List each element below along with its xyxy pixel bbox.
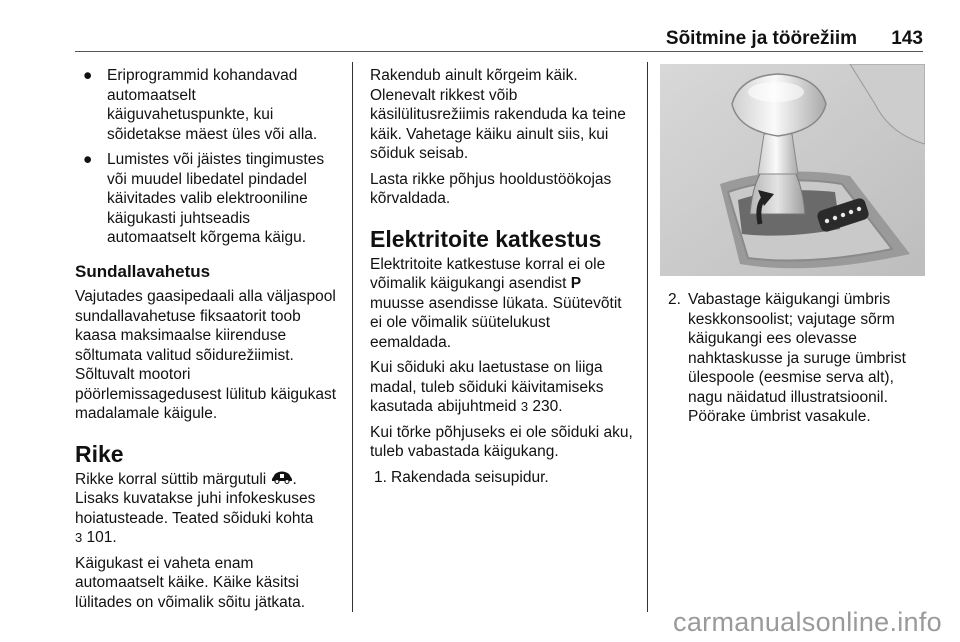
gear-lever-illustration [660,64,925,276]
power-failure-heading: Elektritoite katkestus [370,225,602,252]
fault-text-part: Rikke korral süttib märgutuli [75,470,267,488]
step-text: Rakendada seisupidur. [391,468,549,486]
column-left [75,66,337,618]
section-title: Sõitmine ja töörežiim [665,28,857,49]
column-right [668,290,930,427]
page-reference[interactable]: 101. [86,529,117,547]
fault-text [75,470,337,548]
reference-arrow-icon: 3 [75,530,83,546]
page-header [75,24,923,52]
bullet-text: Lumistes või jäistes tingimustes või muudel libedatel pindadel käivitades valib elektrooniline käigukasti juhtseadis automaatselt kõrgema käigu. [107,151,325,246]
column-divider-right [647,62,648,612]
page-number: 143 [891,28,923,49]
fault-text-2: Käigukast ei vaheta enam automaatselt käike. Käike käsitsi lülitades on võimalik sõitu jätkata. [75,554,306,611]
fault-heading: Rike [75,440,124,467]
service-text: Lasta rikke põhjus hooldustöökojas kõrvaldada. [370,170,612,207]
kickdown-heading: Sundallavahetus [75,261,211,281]
column-middle [370,66,635,487]
bullet-text: Eriprogrammid kohandavad automaatselt käiguvahetuspunkte, kui sõidetakse mäest üles või alla. [107,67,318,143]
column-divider-left [352,62,353,612]
car-warning-icon [271,470,293,490]
gear-position-p: P [570,275,582,292]
kickdown-text: Vajutades gaasipedaali alla väljaspool sundallavahetuse fiksaatorit toob kaasa maksimaalse kiirenduse sõltumata valitud sõidurežiimist. Sõltuvalt mootori pöörlemissagedusest lülitub käigukast madalamale käigule. [75,288,337,422]
bullet-item [75,66,337,144]
reference-arrow-icon: 3 [520,399,529,414]
fault-continued-text: Rakendub ainult kõrgeim käik. Olenevalt rikkest võib käsilülitusrežiimis rakenduda ka teine käik. Vahetage käiku ainult siis, kui sõiduk seisab. [370,67,626,162]
header-divider [75,51,923,52]
step-item [370,468,635,488]
page-reference[interactable]: 230. [532,398,563,415]
bullet-dot: ● [83,67,93,84]
power-text-part: muusse asendisse lükata. Süütevõtit ei ole võimalik süütelukust eemaldada. [370,294,622,351]
step-number: 1. [374,468,387,486]
power-text-1 [370,255,635,353]
power-text-part: Elektritoite katkestuse korral ei ole võimalik käigukangi asendist [370,255,606,292]
power-text-2 [370,358,635,417]
fault-text-part: . Lisaks kuvatakse juhi infokeskuses hoiatusteade. Teated sõiduki kohta [75,470,316,527]
power-text-3: Kui tõrke põhjuseks ei ole sõiduki aku, tuleb vabastada käigukang. [370,423,633,460]
step-item [668,290,930,427]
step-number: 2. [668,291,681,308]
bullet-item [75,150,337,248]
bullet-dot: ● [83,151,93,168]
step-text: Vabastage käigukangi ümbris keskkonsoolist; vajutage sõrm käigukangi ees olevasse nahktaskusse ja suruge ümbrist ülespoole (eesmise serva alt), nagu näidatud illustratsioonil. Pöörake ümbrist vasakule. [688,291,906,425]
power-text-part: Kui sõiduki aku laetustase on liiga madal, tuleb sõiduki käivitamiseks kasutada abijuhtmeid [370,359,604,415]
watermark: carmanualsonline.info [673,607,942,637]
